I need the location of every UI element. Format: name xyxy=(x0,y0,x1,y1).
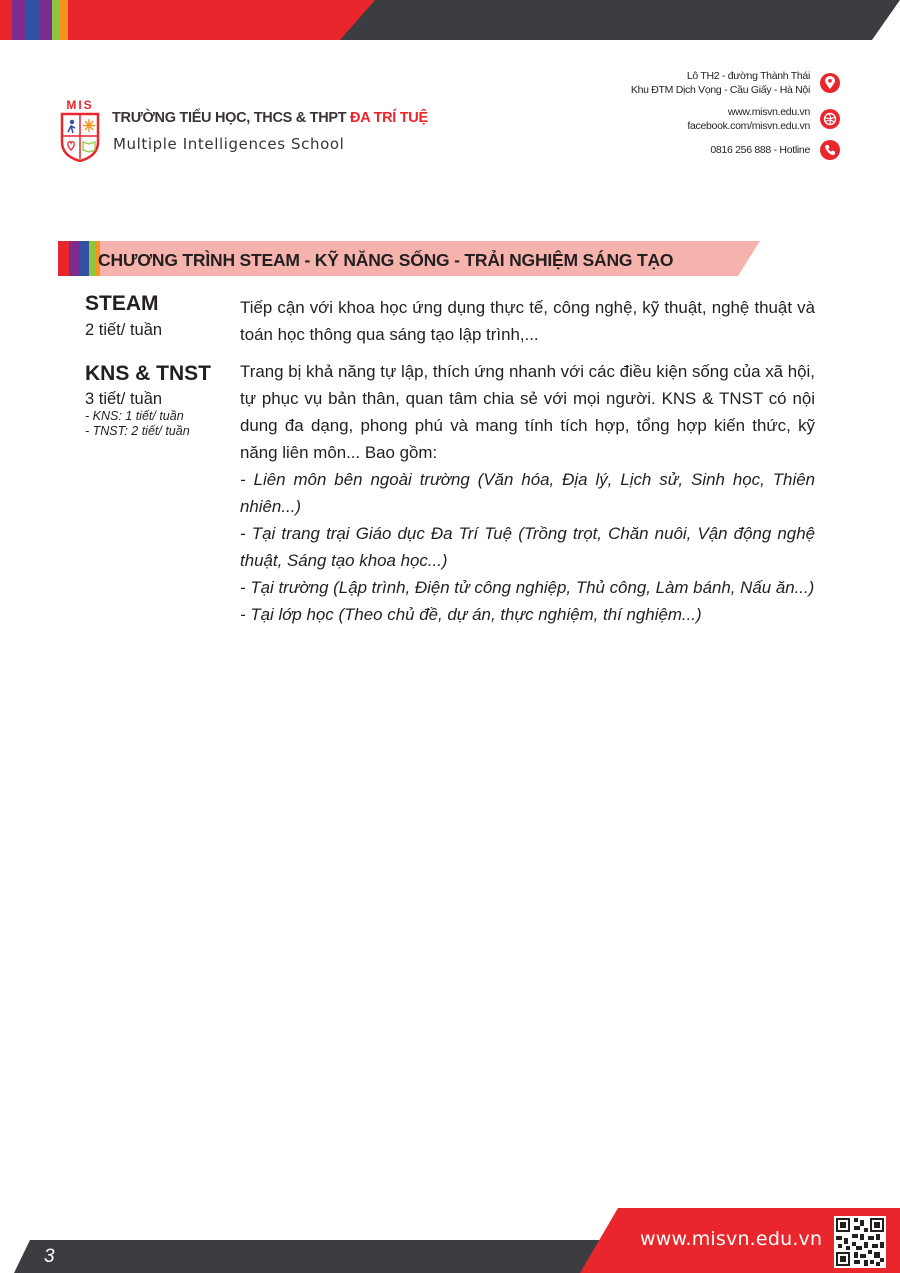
kns-sub-hours: - KNS: 1 tiết/ tuần xyxy=(85,409,184,423)
steam-description xyxy=(240,294,815,348)
tnst-sub-hours: - TNST: 2 tiết/ tuần xyxy=(85,424,190,438)
kns-description-text: Trang bị khả năng tự lập, thích ứng nhanh với các điều kiện sống của xã hội, tự phục vụ bản thân, quan tâm chia sẻ với mọi người. KNS & TNST có nội dung đa dạng, phong phú và mang tính tích hợp, tổng hợp kiến thức, kỹ năng liên môn... Bao gồm: xyxy=(240,362,815,462)
kns-bullet-outside: - Liên môn bên ngoài trường (Văn hóa, Địa lý, Lịch sử, Sinh học, Thiên nhiên...) xyxy=(240,470,815,516)
school-logo-block xyxy=(58,98,428,168)
hotline-text[interactable]: 0816 256 888 - Hotline xyxy=(710,144,810,156)
top-banner-graphic xyxy=(0,0,900,40)
kns-hours: 3 tiết/ tuần xyxy=(85,390,163,408)
steam-title: STEAM xyxy=(85,292,159,315)
section-heading xyxy=(58,241,760,276)
steam-label-column xyxy=(85,292,235,340)
page-number: 3 xyxy=(44,1246,55,1267)
contact-hotline xyxy=(600,140,840,160)
kns-label-column xyxy=(85,362,235,439)
logo-mis-text: MIS xyxy=(66,98,94,112)
globe-icon xyxy=(820,109,840,129)
kns-bullet-school: - Tại trường (Lập trình, Điện tử công nghiệp, Thủ công, Làm bánh, Nấu ăn...) xyxy=(240,578,815,597)
website-link[interactable]: www.misvn.edu.vn xyxy=(727,106,810,118)
contact-info xyxy=(600,68,840,160)
top-banner xyxy=(0,0,900,40)
mis-logo xyxy=(58,98,102,164)
contact-web xyxy=(600,104,840,134)
steam-hours: 2 tiết/ tuần xyxy=(85,321,163,339)
kns-description xyxy=(240,358,815,628)
footer-website-link[interactable]: www.misvn.edu.vn xyxy=(640,1228,823,1250)
facebook-link[interactable]: facebook.com/misvn.edu.vn xyxy=(687,120,810,132)
section-title: CHƯƠNG TRÌNH STEAM - KỸ NĂNG SỐNG - TRẢI NGHIỆM SÁNG TẠO xyxy=(98,250,674,270)
phone-icon xyxy=(820,140,840,160)
school-name xyxy=(112,110,428,126)
school-name-accent: ĐA TRÍ TUỆ xyxy=(350,110,428,126)
kns-bullet-class: - Tại lớp học (Theo chủ đề, dự án, thực nghiệm, thí nghiệm...) xyxy=(240,605,702,624)
address-line-2: Khu ĐTM Dịch Vọng - Cầu Giấy - Hà Nội xyxy=(630,84,810,96)
kns-bullet-farm: - Tại trang trại Giáo dục Đa Trí Tuệ (Trồng trọt, Chăn nuôi, Vận động nghệ thuật, Sáng tạo khoa học...) xyxy=(240,524,815,570)
qr-code-icon[interactable] xyxy=(834,1216,886,1268)
school-name-english: Multiple Intelligences School xyxy=(113,135,345,153)
location-pin-icon xyxy=(820,73,840,93)
steam-description-text: Tiếp cận với khoa học ứng dụng thực tế, công nghệ, kỹ thuật, nghệ thuật và toán học thông qua sáng tạo lập trình,... xyxy=(240,298,815,344)
kns-title: KNS & TNST xyxy=(85,362,211,385)
shield-logo-icon xyxy=(60,112,100,162)
contact-address xyxy=(600,68,840,98)
school-name-prefix: TRƯỜNG TIỂU HỌC, THCS & THPT xyxy=(112,110,351,126)
footer xyxy=(0,1208,900,1273)
address-line-1: Lô TH2 - đường Thành Thái xyxy=(686,70,810,82)
